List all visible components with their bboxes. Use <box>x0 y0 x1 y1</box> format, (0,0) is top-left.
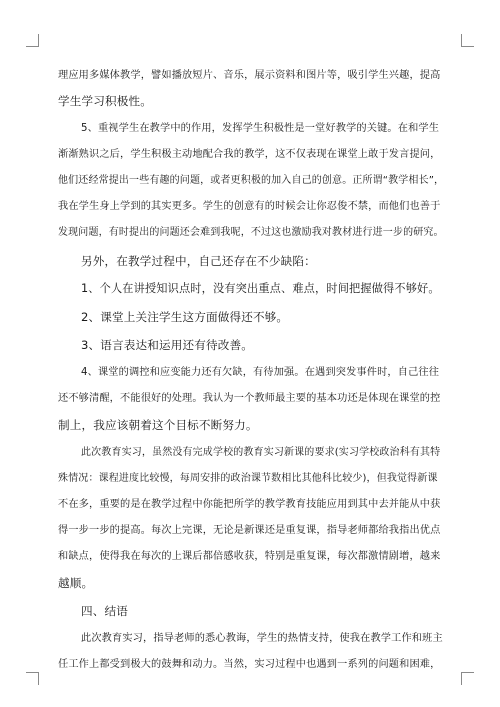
text-line: 越顺。 <box>58 576 94 590</box>
text-line: 2、课堂上关注学生这方面做得还不够。 <box>81 310 289 324</box>
text-line: 发现问题，有时提出的问题还会难到我呢，不过这也激励我对教材进行进一步的研究。 <box>58 227 444 238</box>
crop-mark-bottom-left <box>26 672 39 685</box>
text-line: 他们还经常提出一些有趣的问题，或者更积极的加入自己的创意。正所谓“教学相长”， <box>58 175 445 186</box>
text-line: 制上，我应该朝着这个目标不断努力。 <box>58 418 258 432</box>
text-line: 1、个人在讲授知识点时，没有突出重点、难点，时间把握做得不够好。 <box>81 282 440 295</box>
text-line: 渐渐熟识之后，学生积极主动地配合我的教学，这不仅表现在课堂上敢于发言提问， <box>58 149 441 160</box>
text-line: 不在多，重要的是在教学过程中你能把所学的教学教育技能应用到其中去并能从中获 <box>58 499 441 510</box>
text-line: 5、重视学生在教学中的作用，发挥学生积极性是一堂好教学的关键。在和学生 <box>81 123 440 134</box>
text-line: 4、课堂的调控和应变能力还有欠缺，有待加强。在遇到突发事件时，自己往往 <box>81 367 440 378</box>
text-line: 得一步一步的提高。每次上完课，无论是新课还是重复课，指导老师都给我指出优点 <box>58 525 441 536</box>
text-line: 殊情况：课程进度比较慢，每周安排的政治课节数相比其他科比较少)，但我觉得新课 <box>58 473 438 484</box>
text-line: 学生学习积极性。 <box>58 94 152 108</box>
crop-mark-bottom-right <box>461 672 474 685</box>
crop-mark-top-right <box>461 34 474 47</box>
text-line: 和缺点，使得我在每次的上课后都倍感收获，特别是重复课，每次都激情剧增，越来 <box>58 551 441 562</box>
text-line: 任工作上都受到极大的鼓舞和动力。当然，实习过程中也遇到一系列的问题和困难， <box>58 659 441 670</box>
text-line: 另外，在教学过程中，自己还存在不少缺陷： <box>81 254 316 268</box>
crop-mark-top-left <box>26 34 39 47</box>
text-line: 此次教育实习，虽然没有完成学校的教育实习新课的要求(实习学校政治科有其特 <box>81 447 441 458</box>
text-line: 我在学生身上学到的其实更多。学生的创意有的时候会让你忍俊不禁，而他们也善于 <box>58 201 441 212</box>
text-line: 理应用多媒体教学，譬如播放短片、音乐，展示资料和图片等，吸引学生兴趣，提高 <box>58 70 441 81</box>
section-heading: 四、结语 <box>81 604 128 618</box>
text-line: 还不够清醒，不能很好的处理。我认为一个教师最主要的基本功还是体现在课堂的控 <box>58 393 441 404</box>
text-line: 3、语言表达和运用还有待改善。 <box>81 338 253 352</box>
text-line: 此次教育实习，指导老师的悉心教诲，学生的热情支持，使我在教学工作和班主 <box>81 633 443 644</box>
